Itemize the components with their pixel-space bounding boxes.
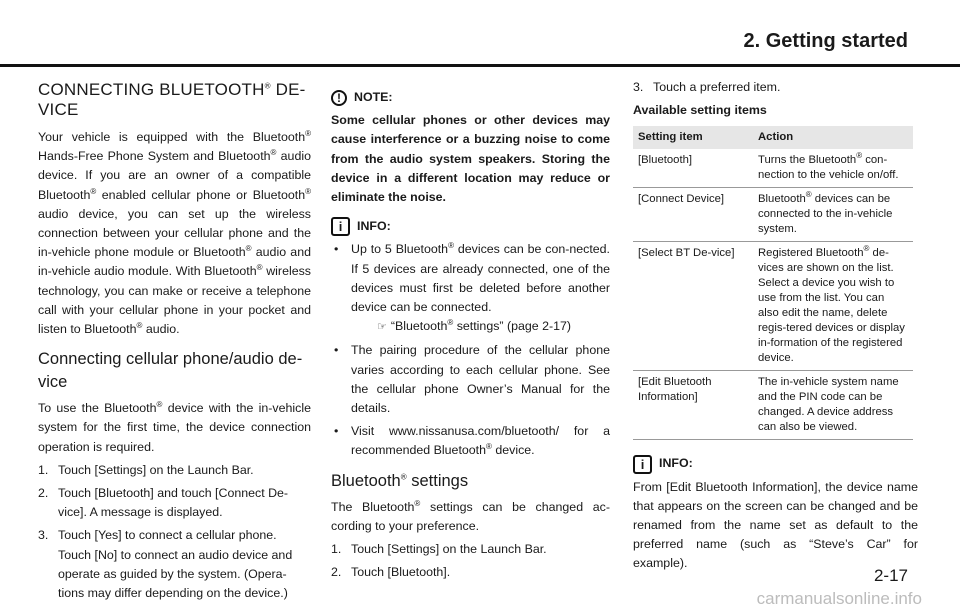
info-heading: i INFO: xyxy=(633,454,918,473)
table-row xyxy=(633,371,913,440)
setting-item-cell: [Bluetooth] xyxy=(633,149,753,188)
setting-item-cell: [Connect Device] xyxy=(633,188,753,242)
intro-paragraph: Your vehicle is equipped with the Bluetooth® Hands-Free Phone System and Bluetooth® audio device. If you are an owner of a compatible Bluetooth® enabled cellular phone or Bluetooth® audio device, you can set up the wireless connection between your cellular phone and the in-vehicle phone module or Bluetooth® audio and in-vehicle audio module. With Bluetooth® wireless technology, you can make or receive a telephone call with your cellular phone in your pocket and listen to Bluetooth® audio. xyxy=(38,128,311,337)
reference-arrow-icon: ☞ xyxy=(377,321,387,334)
info-icon: i xyxy=(633,455,652,474)
table-row xyxy=(633,242,913,371)
info-bullets xyxy=(331,240,610,460)
subsection-title: Bluetooth® settings xyxy=(331,471,469,490)
page-header xyxy=(0,0,960,74)
setting-item-cell: [Edit Bluetooth Information] xyxy=(633,371,753,440)
chapter-title: 2. Getting started xyxy=(743,30,908,52)
info-text: From [Edit Bluetooth Information], the device name that appears on the screen can be changed and be renamed from the name set as default to the preferred name (such as “Steve’s Car” for example). xyxy=(633,479,918,571)
step-item: 1. Touch [Settings] on the Launch Bar. xyxy=(38,462,254,477)
step-item: 3. Touch [Yes] to connect a cellular phone. Touch [No] to connect an audio device and operate as guided by the system. (Opera-tions may differ depending on the device.) xyxy=(38,528,293,601)
exclamation-icon: ! xyxy=(331,90,347,106)
table-row xyxy=(633,149,913,188)
settings-steps-continued xyxy=(633,78,918,97)
setting-item-cell: [Select BT De-vice] xyxy=(633,242,753,371)
column-header: Setting item xyxy=(633,126,753,149)
note-heading: ! NOTE: xyxy=(331,88,610,107)
settings-paragraph: The Bluetooth® settings can be changed ac-cording to your preference. xyxy=(331,498,610,533)
info-icon: i xyxy=(331,217,350,236)
table-header-row xyxy=(633,126,913,149)
step-item: 3. Touch a preferred item. xyxy=(633,80,781,94)
connection-paragraph: To use the Bluetooth® device with the in-vehicle system for the first time, the device connection operation is required. xyxy=(38,400,311,454)
list-item: • Visit www.nissanusa.com/bluetooth/ for a recommended Bluetooth® device. xyxy=(331,422,610,460)
page-number: 2-17 xyxy=(873,566,908,585)
column-header: Action xyxy=(753,126,913,149)
settings-steps xyxy=(331,540,610,582)
table-title: Available setting items xyxy=(633,103,767,118)
info-heading: i INFO: xyxy=(331,217,610,236)
watermark: carmanualsonline.info xyxy=(756,589,922,608)
connection-steps xyxy=(38,461,311,603)
action-cell: Turns the Bluetooth® con-nection to the vehicle on/off. xyxy=(753,149,913,188)
step-item: 2. Touch [Bluetooth]. xyxy=(331,565,451,580)
table-row xyxy=(633,188,913,242)
note-text: Some cellular phones or other devices may cause interference or a buzzing noise to come from the audio system speakers. Storing the device in a different location may reduce or eliminate the noise. xyxy=(331,113,610,205)
step-item: 2. Touch [Bluetooth] and touch [Connect De-vice]. A message is displayed. xyxy=(38,486,289,520)
header-rule xyxy=(0,64,960,67)
section-title: CONNECTING BLUETOOTH® DE-VICE xyxy=(38,80,306,119)
list-item: • The pairing procedure of the cellular phone varies according to each cellular phone. See the cellular phone Owner’s Manual for the details. xyxy=(331,341,610,418)
column-2 xyxy=(331,78,610,586)
step-item: 1. Touch [Settings] on the Launch Bar. xyxy=(331,542,547,557)
subsection-title: Connecting cellular phone/audio de-vice xyxy=(38,350,303,392)
column-3 xyxy=(633,78,918,578)
settings-table xyxy=(633,126,913,440)
action-cell: The in-vehicle system name and the PIN code can be changed. A device address can also be viewed. xyxy=(753,371,913,440)
list-item: • Up to 5 Bluetooth® devices can be con-nected. If 5 devices are already connected, one of the devices must first be deleted before another device can be connected. ☞ “Bluetooth® settings” (page 2-17) xyxy=(331,240,610,337)
action-cell: Registered Bluetooth® de-vices are shown on the list. Select a device you wish to use from the list. You can also edit the name, delete regis-tered devices or display in-formation of the registered device. xyxy=(753,242,913,371)
column-1 xyxy=(38,78,311,607)
action-cell: Bluetooth® devices can be connected to the in-vehicle system. xyxy=(753,188,913,242)
cross-reference-link[interactable]: ☞ “Bluetooth® settings” (page 2-17) xyxy=(377,318,572,334)
